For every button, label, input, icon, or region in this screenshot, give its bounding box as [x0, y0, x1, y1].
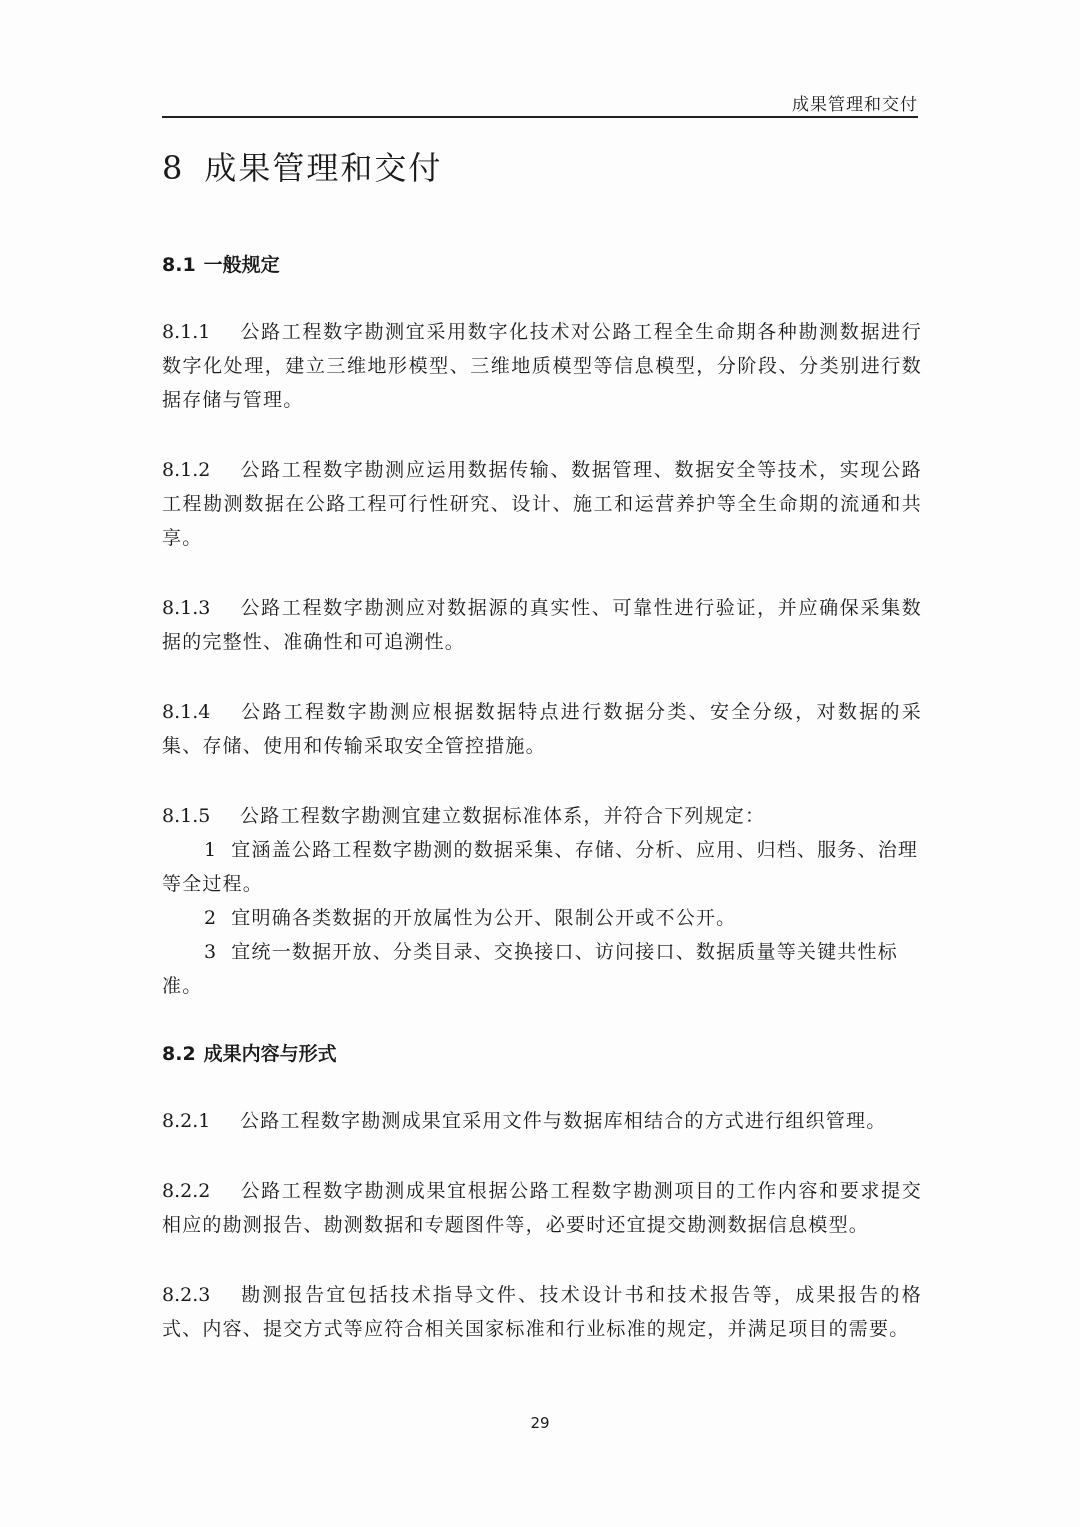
- clause-number: 8.2.1: [162, 1110, 211, 1132]
- list-item: [162, 901, 922, 935]
- clause-text: 公路工程数字勘测应对数据源的真实性、可靠性进行验证，并应确保采集数据的完整性、准确性和可追溯性。: [162, 597, 922, 653]
- chapter-title-text: 成果管理和交付: [204, 149, 443, 187]
- clause-number: 8.1.1: [162, 321, 211, 343]
- list-item: [162, 935, 922, 1003]
- clause-text: 公路工程数字勘测宜建立数据标准体系，并符合下列规定：: [240, 805, 766, 827]
- section-number: 8.2: [162, 1043, 196, 1065]
- item-number: 3: [204, 941, 218, 963]
- page-number: 29: [530, 1414, 550, 1432]
- item-number: 2: [204, 907, 218, 929]
- running-header: 成果管理和交付: [792, 95, 918, 115]
- clause-number: 8.1.5: [162, 805, 211, 827]
- clause-items: [162, 833, 922, 1003]
- clause-number: 8.1.4: [162, 701, 211, 723]
- clause-text: 公路工程数字勘测成果宜采用文件与数据库相结合的方式进行组织管理。: [240, 1110, 887, 1132]
- section-title: 一般规定: [203, 254, 280, 276]
- clause-number: 8.2.2: [162, 1180, 211, 1202]
- clause: [162, 1278, 922, 1346]
- item-text: 宜统一数据开放、分类目录、交换接口、访问接口、数据质量等关键共性标准。: [162, 941, 898, 997]
- clause: [162, 695, 922, 763]
- clause-text: 勘测报告宜包括技术指导文件、技术设计书和技术报告等，成果报告的格式、内容、提交方式等应符合相关国家标准和行业标准的规定，并满足项目的需要。: [162, 1284, 922, 1340]
- section-heading: [162, 1039, 922, 1066]
- section-title: 成果内容与形式: [203, 1043, 337, 1065]
- clause: [162, 591, 922, 659]
- clause-number: 8.1.2: [162, 459, 211, 481]
- clause-text: 公路工程数字勘测应根据数据特点进行数据分类、安全分级，对数据的采集、存储、使用和传输采取安全管控措施。: [162, 701, 922, 757]
- list-item: [162, 833, 922, 901]
- section-number: 8.1: [162, 254, 196, 276]
- chapter-title: [162, 143, 442, 189]
- item-text: 宜涵盖公路工程数字勘测的数据采集、存储、分析、应用、归档、服务、治理等全过程。: [162, 839, 919, 895]
- clause-text: 公路工程数字勘测成果宜根据公路工程数字勘测项目的工作内容和要求提交相应的勘测报告、勘测数据和专题图件等，必要时还宜提交勘测数据信息模型。: [162, 1180, 922, 1236]
- item-text: 宜明确各类数据的开放属性为公开、限制公开或不公开。: [231, 907, 737, 929]
- clause: [162, 1104, 922, 1138]
- clause: [162, 315, 922, 417]
- clause-number: 8.2.3: [162, 1284, 211, 1306]
- clause-text: 公路工程数字勘测宜采用数字化技术对公路工程全生命期各种勘测数据进行数字化处理，建立三维地形模型、三维地质模型等信息模型，分阶段、分类别进行数据存储与管理。: [162, 321, 922, 411]
- clause-text: 公路工程数字勘测应运用数据传输、数据管理、数据安全等技术，实现公路工程勘测数据在公路工程可行性研究、设计、施工和运营养护等全生命期的流通和共享。: [162, 459, 922, 549]
- page-content: [162, 250, 922, 1382]
- clause: [162, 799, 922, 833]
- chapter-number: 8: [162, 149, 185, 187]
- clause-number: 8.1.3: [162, 597, 211, 619]
- clause: [162, 1174, 922, 1242]
- header-rule: [162, 116, 918, 118]
- section-heading: [162, 250, 922, 277]
- item-number: 1: [204, 839, 218, 861]
- clause: [162, 453, 922, 555]
